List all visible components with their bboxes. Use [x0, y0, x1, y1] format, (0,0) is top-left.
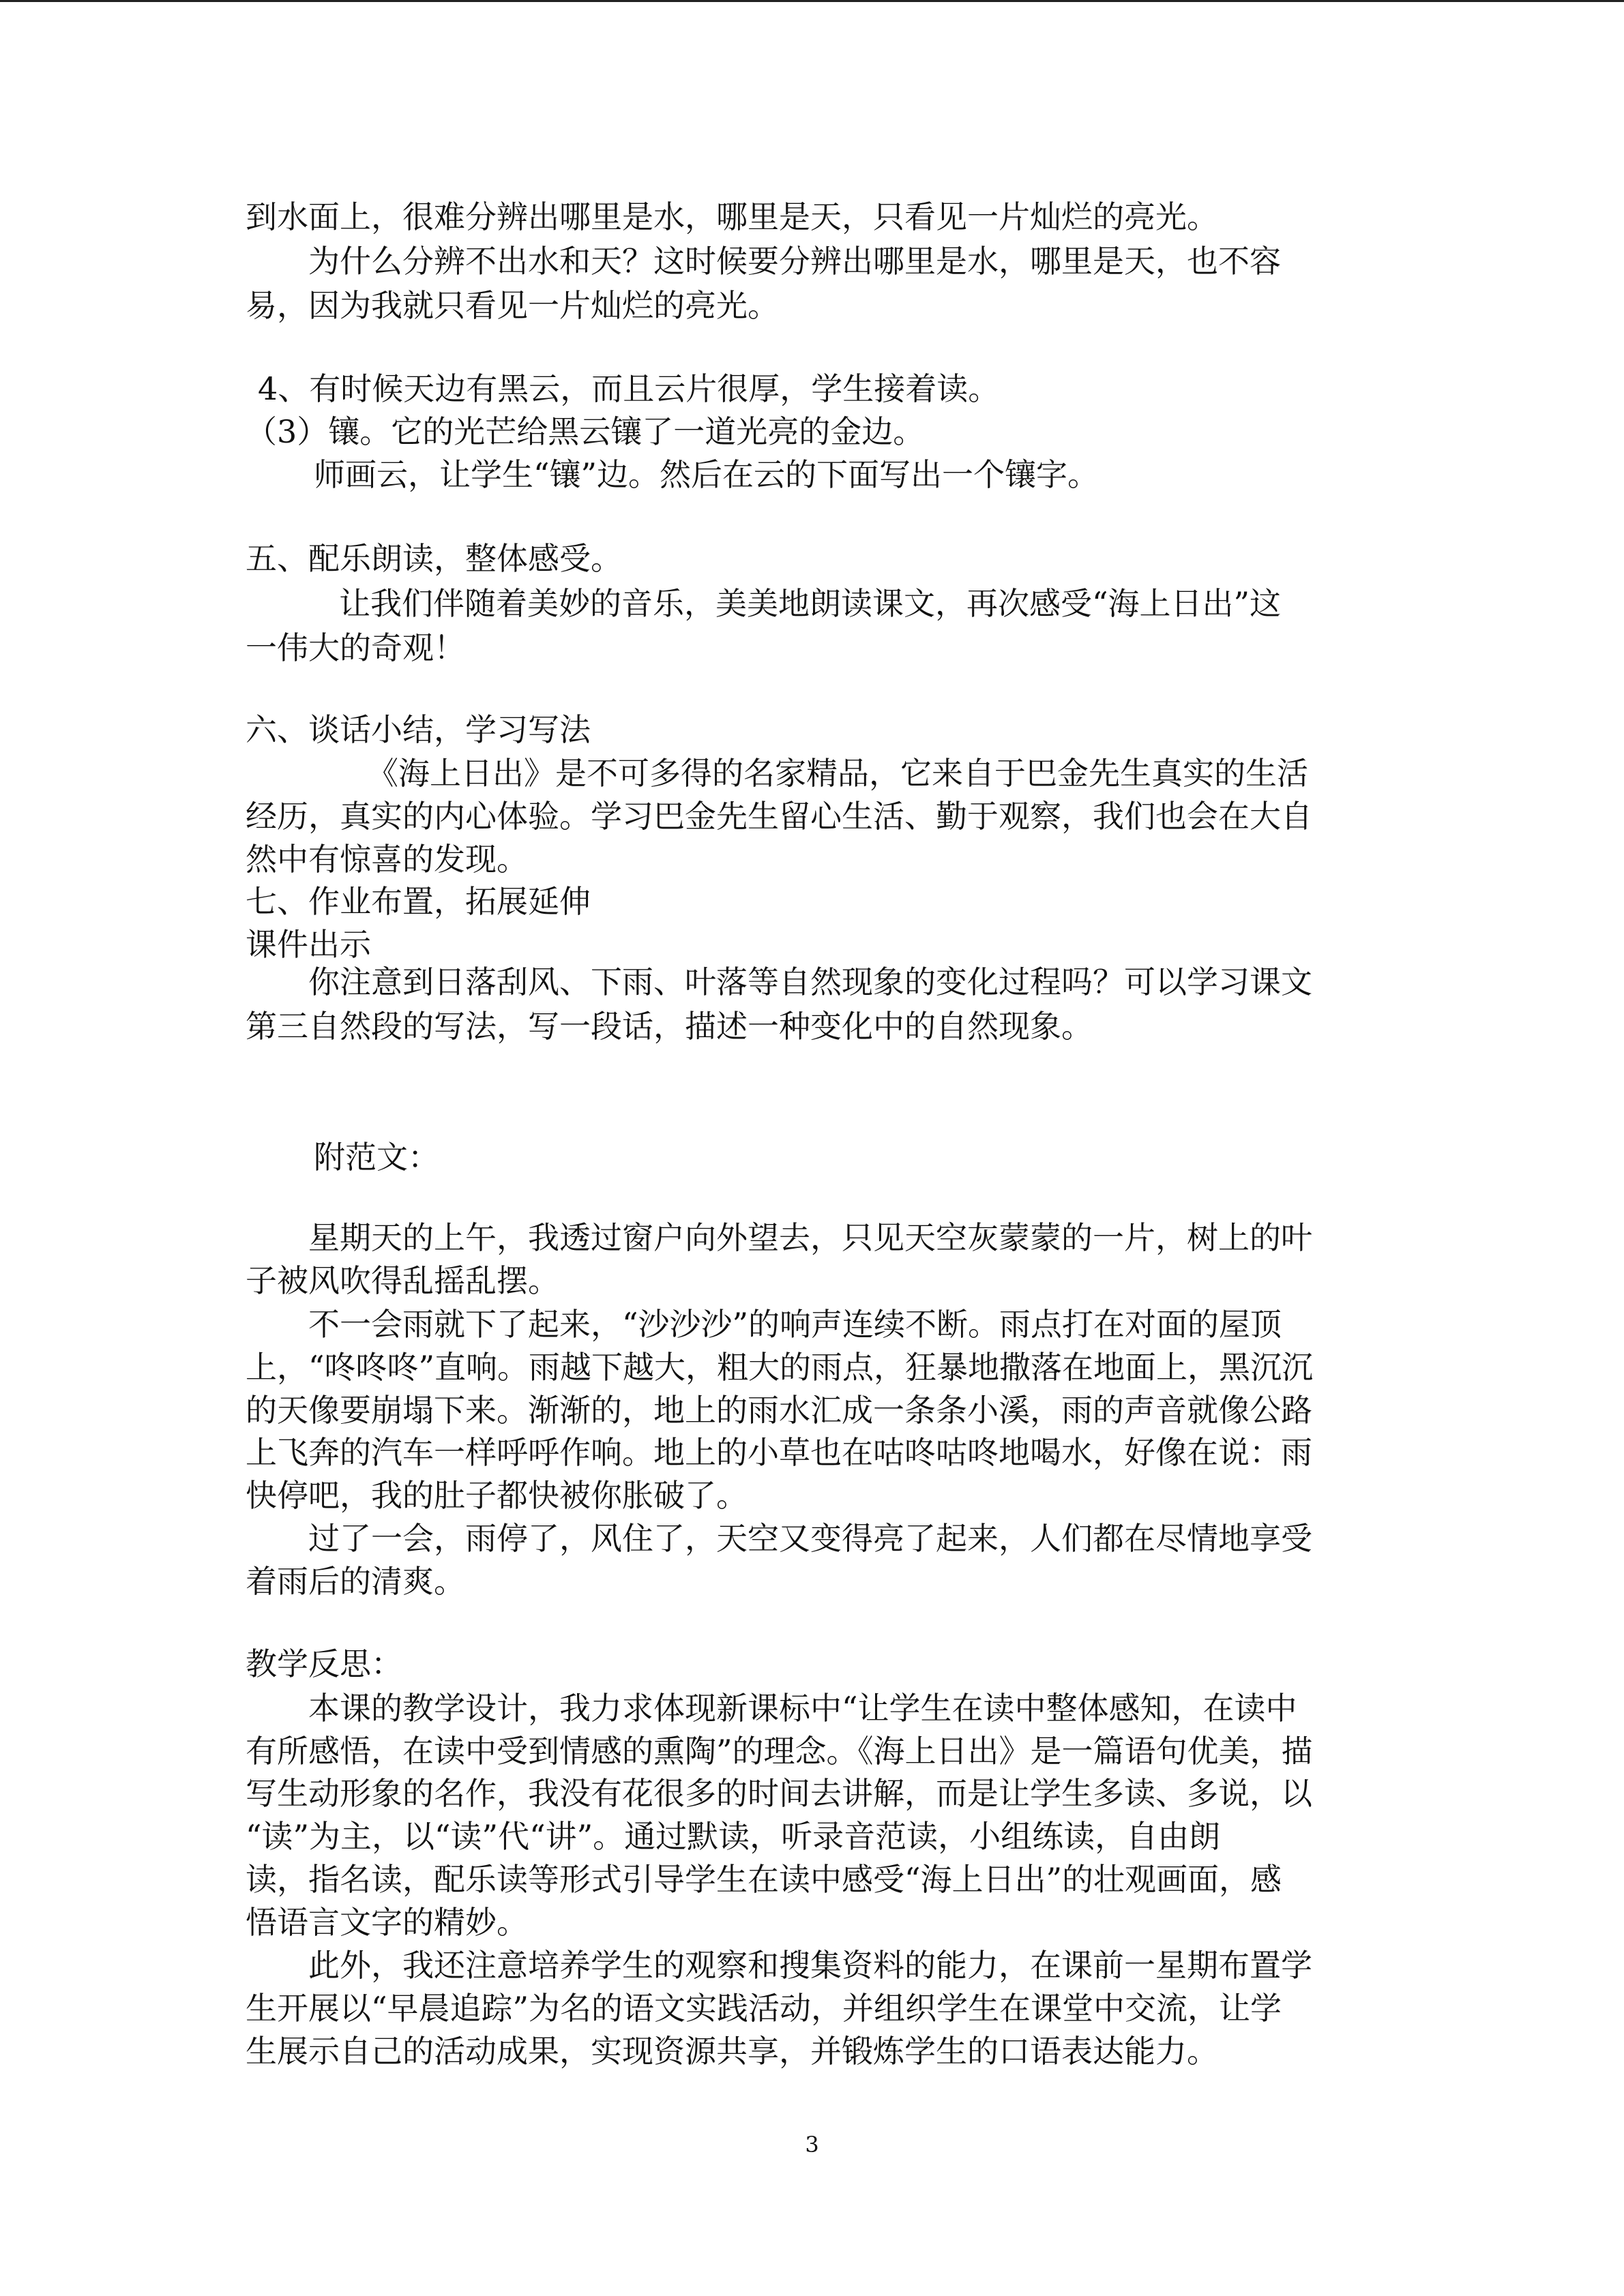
text-line: “读”为主，以“读”代“讲”。通过默读，听录音范读，小组练读，自由朗 — [246, 1818, 1221, 1855]
text-line: 第三自然段的写法，写一段话，描述一种变化中的自然现象。 — [246, 1008, 1093, 1045]
text-line: 有所感悟，在读中受到情感的熏陶”的理念。《海上日出》是一篇语句优美，描 — [246, 1733, 1313, 1770]
text-line: 读，指名读，配乐读等形式引导学生在读中感受“海上日出”的壮观画面，感 — [246, 1861, 1282, 1898]
text-line: 《海上日出》是不可多得的名家精品，它来自于巴金先生真实的生活 — [367, 755, 1308, 792]
text-line: 生展示自己的活动成果，实现资源共享，并锻炼学生的口语表达能力。 — [246, 2033, 1218, 2070]
text-line: 星期天的上午，我透过窗户向外望去，只见天空灰蒙蒙的一片，树上的叶 — [308, 1219, 1312, 1256]
text-line: 你注意到日落刮风、下雨、叶落等自然现象的变化过程吗？可以学习课文 — [308, 964, 1312, 1000]
text-line: 到水面上，很难分辨出哪里是水，哪里是天，只看见一片灿烂的亮光。 — [246, 198, 1218, 235]
text-line: 着雨后的清爽。 — [246, 1563, 465, 1600]
section-heading: 教学反思： — [246, 1645, 402, 1682]
text-line: 易，因为我就只看见一片灿烂的亮光。 — [246, 287, 779, 324]
text-line: （3）镶。它的光芒给黑云镶了一道光亮的金边。 — [246, 413, 925, 450]
text-line: 生开展以“早晨追踪”为名的语文实践活动，并组织学生在课堂中交流，让学 — [246, 1990, 1282, 2027]
text-line: 课件出示 — [246, 926, 371, 963]
text-line: 4、有时候天边有黑云，而且云片很厚，学生接着读。 — [258, 370, 1000, 407]
section-heading: 六、谈话小结，学习写法 — [246, 711, 591, 748]
text-line: 过了一会，雨停了，风住了，天空又变得亮了起来，人们都在尽情地享受 — [308, 1520, 1312, 1557]
text-line: 不一会雨就下了起来，“沙沙沙”的响声连续不断。雨点打在对面的屋顶 — [308, 1306, 1282, 1343]
text-line: 悟语言文字的精妙。 — [246, 1904, 528, 1941]
text-line: 经历，真实的内心体验。学习巴金先生留心生活、勤于观察，我们也会在大自 — [246, 798, 1312, 835]
page-number: 3 — [805, 2132, 819, 2158]
text-line: 让我们伴随着美妙的音乐，美美地朗读课文，再次感受“海上日出”这 — [339, 585, 1282, 622]
subheading: 附范文： — [314, 1139, 439, 1176]
text-line: 快停吧，我的肚子都快被你胀破了。 — [246, 1477, 748, 1514]
text-line: 上，“咚咚咚”直响。雨越下越大，粗大的雨点，狂暴地撒落在地面上，黑沉沉 — [246, 1349, 1314, 1386]
text-line: 上飞奔的汽车一样呼呼作响。地上的小草也在咕咚咕咚地喝水，好像在说：雨 — [246, 1434, 1312, 1471]
text-line: 此外，我还注意培养学生的观察和搜集资料的能力，在课前一星期布置学 — [308, 1947, 1312, 1984]
text-line: 写生动形象的名作，我没有花很多的时间去讲解，而是让学生多读、多说，以 — [246, 1775, 1312, 1812]
text-line: 一伟大的奇观！ — [246, 629, 465, 666]
section-heading: 七、作业布置，拓展延伸 — [246, 883, 591, 920]
text-line: 师画云，让学生“镶”边。然后在云的下面写出一个镶字。 — [314, 456, 1099, 493]
page-top-border — [0, 0, 1624, 2]
text-line: 为什么分辨不出水和天？这时候要分辨出哪里是水，哪里是天，也不容 — [308, 243, 1281, 280]
text-line: 然中有惊喜的发现。 — [246, 841, 528, 878]
section-heading: 五、配乐朗读，整体感受。 — [246, 540, 622, 577]
text-line: 的天像要崩塌下来。渐渐的，地上的雨水汇成一条条小溪，雨的声音就像公路 — [246, 1392, 1312, 1429]
text-line: 子被风吹得乱摇乱摆。 — [246, 1262, 559, 1299]
text-line: 本课的教学设计，我力求体现新课标中“让学生在读中整体感知，在读中 — [308, 1690, 1297, 1727]
